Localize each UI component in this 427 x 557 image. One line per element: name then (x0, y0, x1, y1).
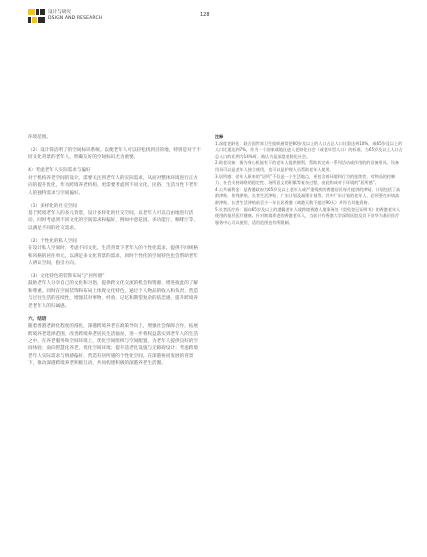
subheading: （2）个性化的私人空间 (28, 238, 77, 244)
section-heading: 4）考虑老年人实际需求与偏好 (28, 168, 91, 174)
paragraph: 随着香港老龄化程度的漫化，深港跨境养老在政策导向上，增强社会保障合作，拓展跨境养老选择范围，改善跨境养老居民生活福祉，进一步将权益落实到老年人的生活之中。在养老服务和空间环境上，优化空间组织与空间配置，为老年人提供良好的空间体验；面向智慧化养老，优化空间环境；提升适老化设施与无障碍设计；考虑跨境老年人实际需求与情感偏好，营造有居所感的个性化空间。在深港协同发展的背景下，推动深港跨境养老积极互动，共同构建积极的深港养老生活圈。 (28, 324, 198, 367)
subheading: （1）多样化的社交空间 (28, 203, 77, 209)
journal-brand (48, 10, 102, 21)
notes-title: 注释 (215, 134, 224, 139)
paragraph: 对于机构养老空间的设计，需要关注到老年人的实际需求，从而对整体环境进行正方向的提升优化，作为跨境养老机构，更需要考虑到不同文化、民俗，生活习性下老年人的独特需求与空间偏好。 (28, 175, 198, 196)
conclusion-heading: 六、结语 (28, 316, 47, 322)
notes-column (215, 134, 403, 226)
note-item: 1.深度老龄化：联合国世界卫生组织通常把60岁及以上的人口占总人口比重达到10%，或65岁及以上的人口比重达到7%，作为一个国家或地区进入老龄化社会（或老年型人口）的标准。当65岁及以上人口占总人口的比例为14%时，被认为是深度老龄化社会。 (215, 140, 403, 159)
paragraph: 基于跨境老年人的多元背景，设计多样化的社交空间，以老年人可以自由地进行活动，同时考虑到不同文化的空间需求和偏好，例如中意花园、多功能厅、咖啡厅等，以满足不同的社交需求。 (28, 211, 198, 231)
note-item: 4.公共福利金：是香港政府为65岁及以上老年人或严重残疾的香港居民每月提供的津贴。计划包括了高龄津贴、伤残津贴、长者生活津贴、广东计划及福建计划等。其中广东计划的老年人，必须要在申请高龄津贴、长者生活津贴前至少一年长居香港（离港天数不超过90天）并符合其他资格。 (215, 186, 401, 205)
note-item: 3.居所感：老年人原来的“居所”不仅是一个生活地点，更包含着环境和行为的连续性、对物品的控制力、社会支持网络的稳定性、场所意义的积累等复杂过程，由此构成对于环境的“居所感”。 (215, 173, 396, 186)
brand-name-en: DSIGN AND RESEARCH (48, 15, 103, 21)
subheading: （3）文化特色的装饰布局与“居所感” (28, 274, 105, 280)
page-number: 128 (200, 12, 210, 18)
paragraph: 鼓励老年人分享自己的文化和习俗，提供跨文化交流的机会和资源，增进彼此的了解和尊重。同时在空间装饰和布局上体现文化特色，通过个人物品的收入和负责，营造与过往生活的连续性，增强其对事物、经验、记忆和期望复杂的依恋感，提升跨境养老老年人的归属感。 (28, 281, 198, 309)
brand-logo (28, 9, 45, 23)
main-text-column (28, 134, 202, 373)
brand-name-cn: 设计与研究 (48, 10, 71, 15)
note-item: 2.助老设备：指为身心机能有下的老年人提供便利，帮助其完成一系列活动或作用的的设备用具。设备用具可以是老年人独立使用，也可以是护理人员帮助老年人使用。 (215, 160, 400, 172)
paragraph: 在设计私人空间时，考虑不同文化、生活背景下老年人的个性化需求，提供不同规格和风格的居住单元，以满足多文化背景的需求，同时个性化的空间特色也会帮助老年人辨认空间，指引方向。 (28, 246, 198, 267)
paragraph: 环境范围。 (28, 135, 51, 140)
note-item: 5.长者医疗券：面向65岁及以上的港籍老年人或跨境香港人境事务处《契免登记证明书》的香港老年人使用的基层医疗健康。针对跨境养老的香港老年人，当前只有香港大学深圳医院及其下设华为基层医疗服务中心可以使用，适用范围也有所限制。 (215, 206, 401, 225)
paragraph: （2）设计简洁明了的空间标识系统。以便老年人可以轻松找到目的地，特别是对于不同文化背景的老年人，明确友好的空间标识尤为重要。 (28, 148, 201, 161)
